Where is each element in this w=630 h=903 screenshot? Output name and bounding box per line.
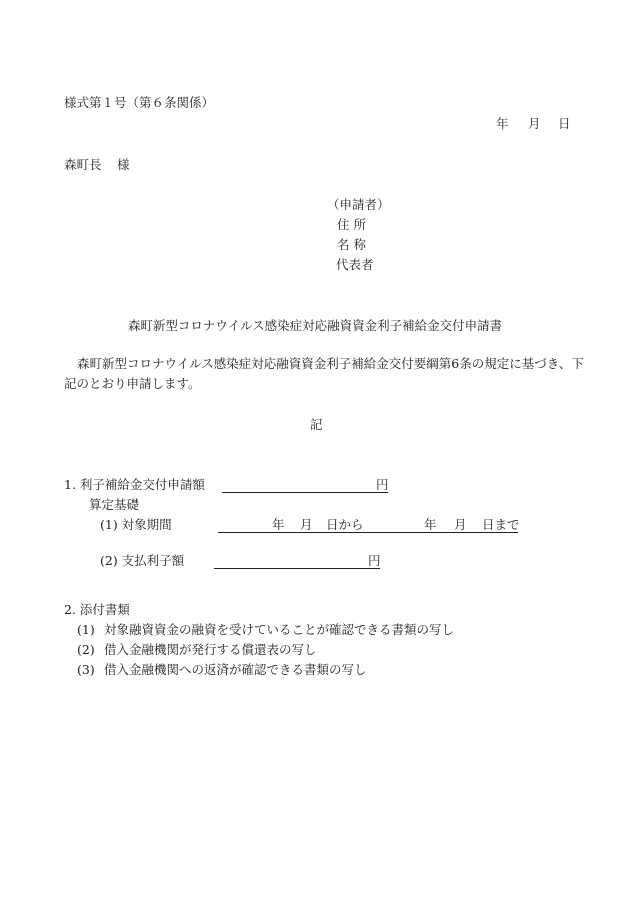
period-to-month: 月 [454,517,467,532]
date-month: 月 [528,116,541,131]
date-day: 日 [558,116,571,131]
basis-label: 算定基礎 [89,497,140,512]
applicant-address-label: 住 所 [337,217,366,232]
attachment-num-1: (1) [77,622,95,637]
intro-line-2: 記のとおり申請します。 [64,376,201,391]
period-underline [218,532,518,533]
amount-underline [222,492,388,493]
applicant-name-label: 名 称 [337,237,366,252]
interest-label: (2) 支払利子額 [100,553,185,568]
attachment-text-1: 対象融資資金の融資を受けていることが確認できる書類の写し [104,622,455,637]
period-to-day: 日まで [482,517,520,532]
period-from-day: 日から [326,517,364,532]
amount-unit: 円 [376,477,389,492]
attachment-text-3: 借入金融機関への返済が確認できる書類の写し [104,662,367,677]
date-year: 年 [496,116,509,131]
period-label: (1) 対象期間 [100,517,172,532]
section2-heading: 2. 添付書類 [64,602,130,617]
period-to-year: 年 [424,517,437,532]
interest-unit: 円 [368,553,381,568]
form-number: 様式第１号（第６条関係） [64,95,215,110]
addressee-name: 森町長 [64,157,102,172]
intro-line-1: 森町新型コロナウイルス感染症対応融資資金利子補給金交付要綱第6条の規定に基づき、下 [77,356,584,371]
section1-heading: 1. 利子補給金交付申請額 [64,477,205,492]
attachment-text-2: 借入金融機関が発行する償還表の写し [104,642,317,657]
period-from-year: 年 [272,517,285,532]
ki-mark: 記 [310,417,323,432]
applicant-heading: （申請者） [327,197,390,212]
document-title: 森町新型コロナウイルス感染症対応融資資金利子補給金交付申請書 [127,318,503,333]
attachment-num-2: (2) [77,642,95,657]
applicant-representative-label: 代表者 [336,257,374,272]
interest-underline [214,568,380,569]
period-from-month: 月 [300,517,313,532]
addressee-honorific: 様 [117,157,130,172]
attachment-num-3: (3) [77,662,95,677]
